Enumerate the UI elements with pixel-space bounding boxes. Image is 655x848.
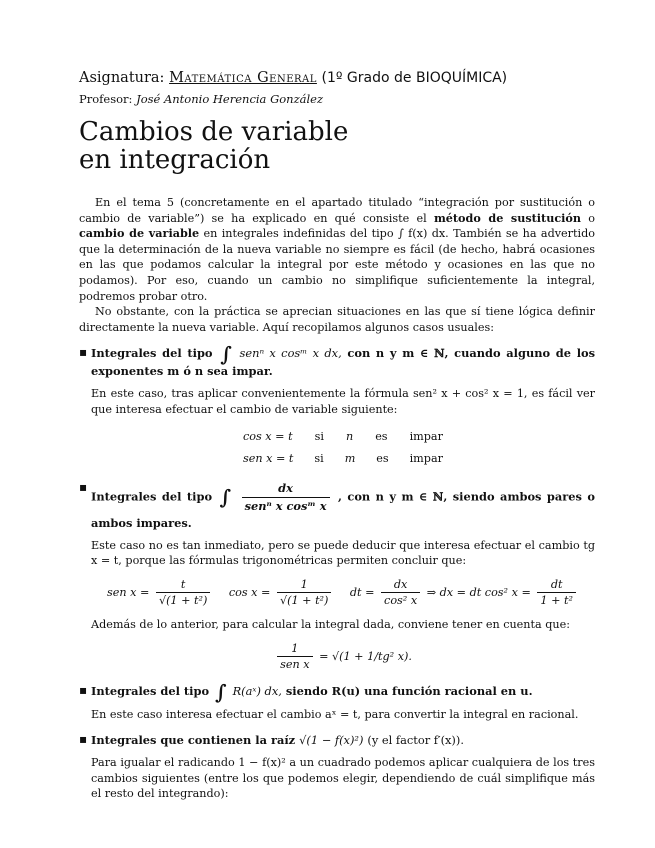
intro-paragraph-2: No obstante, con la práctica se aprecian situaciones en las que sí tiene lógica definir directamente la nueva variable. Aquí recopilamos algunos casos usuales: [79,305,595,334]
fraction-denominator: √(1 + t²) [279,594,329,608]
item-head-text-end: , con n y m ∈ ℕ, siendo ambos pares o ambos impares. [91,489,595,530]
item-heading [91,732,595,749]
item-heading [91,679,595,704]
list-item-3 [79,679,595,723]
item-body-2: Además de lo anterior, para calcular la integral dada, conviene tener en cuenta que: [91,617,570,631]
intro-text-or: o [588,211,596,225]
fraction-denominator: senⁿ x cosᵐ x [244,498,327,513]
table-cell: m [344,451,356,465]
item-head-text: Integrales que contienen la raíz [91,733,296,748]
fraction [537,577,576,609]
fraction [242,480,330,515]
professor-line [79,92,599,106]
table-cell: si [314,451,324,465]
list-item-2 [79,480,595,673]
fraction-denominator: 1 + t² [540,594,573,608]
professor-name: José Antonio Herencia González [136,92,324,106]
item-head-text-end: (y el factor f′(x)). [367,733,464,748]
item-heading [91,480,595,532]
fraction-denominator: √(1 + t²) [158,594,208,608]
item-head-text: Integrales del tipo [91,346,213,361]
table-row [243,448,443,470]
item-head-text: Integrales del tipo [91,489,213,504]
change-table [243,426,443,470]
table-cell: cos x = t [243,429,293,443]
grade-label: (1º Grado de BIOQUÍMICA) [321,70,508,86]
equation-dt [350,577,579,609]
fraction-numerator: dt [537,577,576,594]
fraction-numerator: t [156,577,210,594]
equation-lhs: dt = [349,585,375,599]
item-body: En este caso interesa efectuar el cambio aˣ = t, para convertir la integral en racional. [91,707,579,721]
equation-rhs: = √(1 + 1/tg² x). [319,649,412,663]
equation-cos [229,577,335,609]
professor-label: Profesor: [79,92,133,106]
bullet-icon: ▪ [79,682,88,697]
title-line-2: en integración [79,145,271,175]
bullet-icon: ▪ [79,345,88,360]
table-cell: n [345,429,354,443]
equation-lhs: cos x = [228,585,271,599]
fraction-numerator: 1 [277,641,312,658]
list-item-4 [79,732,595,802]
fraction [156,577,210,609]
item-head-text-end: con n y m ∈ ℕ, cuando alguno de los exponentes m ó n sea impar. [91,346,596,379]
intro-paragraph-1 [79,195,595,304]
equation-csc [91,641,595,673]
fraction-denominator: cos² x [384,594,418,608]
item-head-math: R(aˣ) dx, [232,683,282,698]
fraction-denominator: sen x [280,658,310,672]
equation-lhs: sen x = [107,585,150,599]
page-title [79,118,348,174]
item-head-math: senⁿ x cosᵐ x dx, [239,346,342,361]
integral-sign-icon: ∫ [220,342,232,367]
item-head-text: Integrales del tipo [91,683,210,698]
item-body: En este caso, tras aplicar convenientemente la fórmula sen² x + cos² x = 1, es fácil ver que interesa efectuar el cambio de variable siguiente: [91,387,595,416]
table-cell: impar [409,429,443,443]
fraction-numerator: 1 [277,577,331,594]
integral-sign-icon: ∫ [219,485,232,510]
item-body: Este caso no es tan inmediato, pero se puede deducir que interesa efectuar el cambio tg x = t, porque las fórmulas trigonométricas permiten concluir que: [91,538,595,568]
intro-text-a: En el tema 5 (concretamente en el apartado titulado “integración por sustitución o cambio de variable”) se ha explicado en qué consiste el [79,196,595,225]
intro-text-b: en integrales indefinidas del tipo ∫ f(x) dx. También se ha advertido que la determinación de la nueva variable no siempre es fácil (de hecho, habrá ocasiones en las que podamos calcular la integral por este método y ocasiones en las que no podamos). Por eso, cuando un cambio no simplifique suficientemente la integral, podremos probar otro. [79,227,595,303]
bullet-icon: ▪ [79,479,88,494]
item-head-text-end: siendo R(u) una función racional en u. [285,683,533,698]
fraction-numerator: dx [242,480,330,498]
list-item-1 [79,342,596,469]
subject-name: Matemática General [169,70,317,86]
table-cell: es [376,451,389,465]
equation-row [107,577,579,609]
intro-bold-change: cambio de variable [79,226,200,241]
item-head-math: √(1 − f(x)²) [299,733,364,748]
subject-label: Asignatura: [79,70,165,86]
table-cell: es [375,429,388,443]
fraction [277,577,331,609]
equation-rhs: ⇒ dx = dt cos² x = [426,585,531,599]
fraction-numerator: dx [381,577,420,594]
table-cell: sen x = t [243,451,294,465]
table-cell: impar [409,451,443,465]
title-line-1: Cambios de variable [79,117,349,147]
bullet-icon: ▪ [79,732,88,747]
item-body: Para igualar el radicando 1 − f(x)² a un cuadrado podemos aplicar cualquiera de los tres cambios siguientes (entre los que podemos elegir, dependiendo de cuál simplifique más el resto del integrando): [91,756,595,801]
subject-line [79,70,599,86]
fraction [381,577,420,609]
table-cell: si [314,429,324,443]
equation-sen [107,577,213,609]
table-row [243,426,443,448]
course-header [79,70,599,106]
document-body [79,195,595,802]
integral-sign-icon: ∫ [215,679,227,704]
fraction [277,641,312,673]
intro-bold-method: método de sustitución [433,210,582,225]
item-heading [91,342,596,380]
